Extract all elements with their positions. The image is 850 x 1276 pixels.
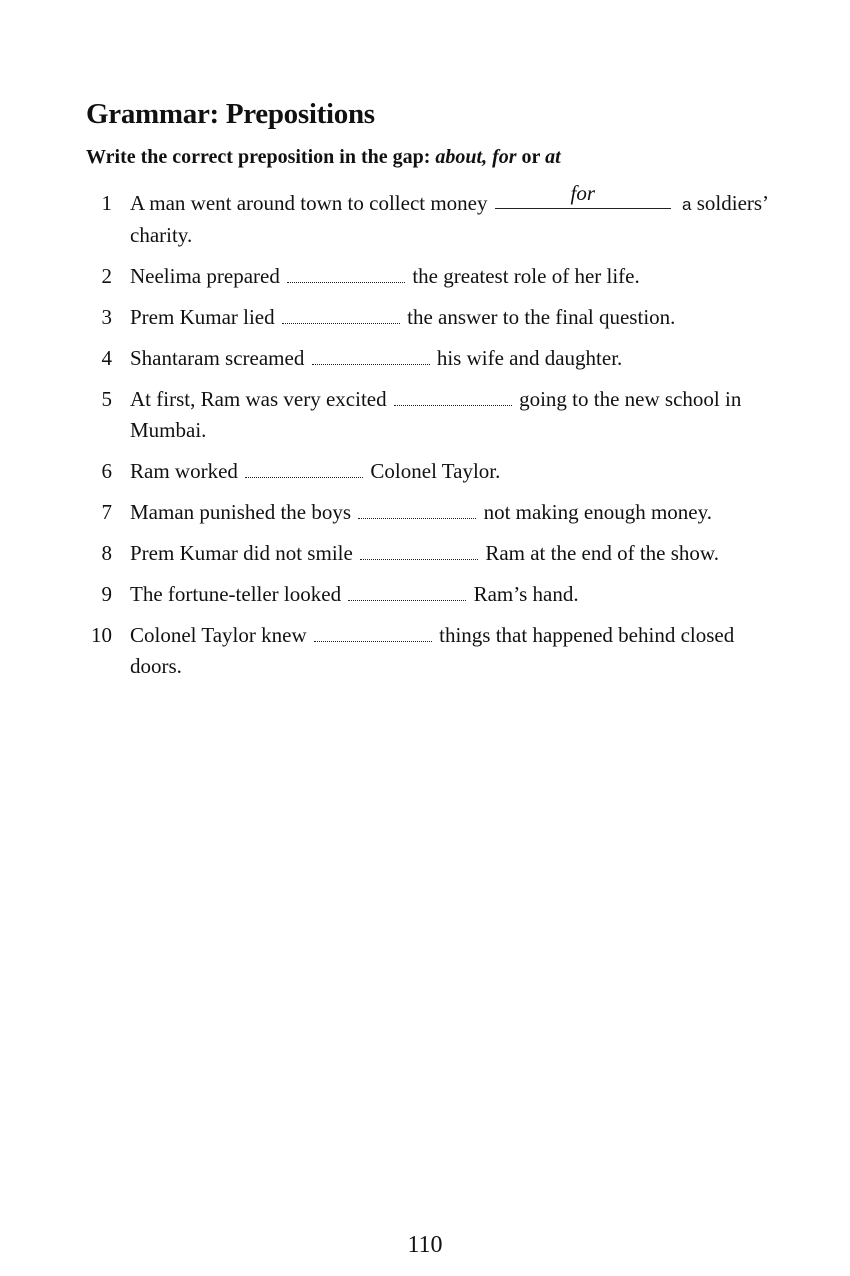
answer-gap[interactable] — [348, 580, 466, 601]
item-text-before: The fortune-teller looked — [130, 582, 342, 606]
exercise-item-7 — [86, 497, 786, 528]
item-number: 3 — [101, 305, 112, 329]
answer-gap[interactable] — [358, 498, 476, 519]
option-for: for — [492, 146, 517, 168]
instruction — [86, 146, 561, 169]
item-text-after: his wife and daughter. — [436, 346, 623, 370]
instruction-prefix: Write the correct preposition in the gap: — [86, 146, 431, 168]
item-number: 4 — [101, 346, 112, 370]
item-text-before: A man went around town to collect money — [130, 191, 488, 215]
item-text-before: Prem Kumar lied — [130, 305, 275, 329]
item-text-after: going to the new school in Mumbai. — [130, 387, 742, 442]
item-number: 5 — [101, 387, 112, 411]
item-number: 9 — [101, 582, 112, 606]
item-text-after: Colonel Taylor. — [370, 459, 501, 483]
exercise-item-2 — [86, 261, 786, 292]
answer-gap[interactable] — [314, 621, 432, 642]
answer-gap[interactable] — [287, 262, 405, 283]
answer-gap[interactable] — [245, 457, 363, 478]
exercise-item-9 — [86, 579, 786, 610]
item-text-after: not making enough money. — [483, 500, 712, 524]
exercise-item-3 — [86, 302, 786, 333]
page-number: 110 — [407, 1232, 443, 1258]
option-at: at — [545, 146, 561, 168]
answer-gap[interactable] — [360, 539, 478, 560]
exercise-list — [86, 181, 786, 692]
exercise-item-5 — [86, 384, 786, 446]
item-number: 6 — [101, 459, 112, 483]
answer-text: for — [570, 181, 596, 205]
item-text-after: Ram’s hand. — [473, 582, 579, 606]
page-title: Grammar: Prepositions — [86, 98, 375, 130]
option-about: about, — [435, 146, 488, 168]
exercise-item-8 — [86, 538, 786, 569]
item-text-after: Ram at the end of the show. — [485, 541, 719, 565]
answer-gap[interactable] — [394, 385, 512, 406]
item-number: 10 — [91, 623, 112, 647]
answer-gap[interactable] — [282, 303, 400, 324]
item-number: 2 — [101, 264, 112, 288]
item-text-before: Shantaram screamed — [130, 346, 305, 370]
answer-gap[interactable] — [312, 344, 430, 365]
instruction-or: or — [521, 146, 541, 168]
item-text-after: the answer to the final question. — [407, 305, 676, 329]
item-number: 7 — [101, 500, 112, 524]
item-text-before: Neelima prepared — [130, 264, 280, 288]
exercise-item-6 — [86, 456, 786, 487]
item-text-before: Prem Kumar did not smile — [130, 541, 353, 565]
item-text-before: Colonel Taylor knew — [130, 623, 307, 647]
answer-gap-filled[interactable] — [495, 181, 671, 209]
item-text-after: things that happened behind closed doors. — [130, 623, 735, 678]
item-number: 1 — [101, 191, 112, 215]
exercise-item-10 — [86, 620, 786, 682]
exercise-item-1 — [86, 181, 786, 251]
item-text-tail: a — [682, 195, 692, 214]
item-text-after: soldiers’ charity. — [130, 191, 768, 247]
item-text-after: the greatest role of her life. — [412, 264, 640, 288]
item-text-before: At first, Ram was very excited — [130, 387, 387, 411]
item-text-before: Ram worked — [130, 459, 238, 483]
item-number: 8 — [101, 541, 112, 565]
item-text-before: Maman punished the boys — [130, 500, 352, 524]
exercise-item-4 — [86, 343, 786, 374]
